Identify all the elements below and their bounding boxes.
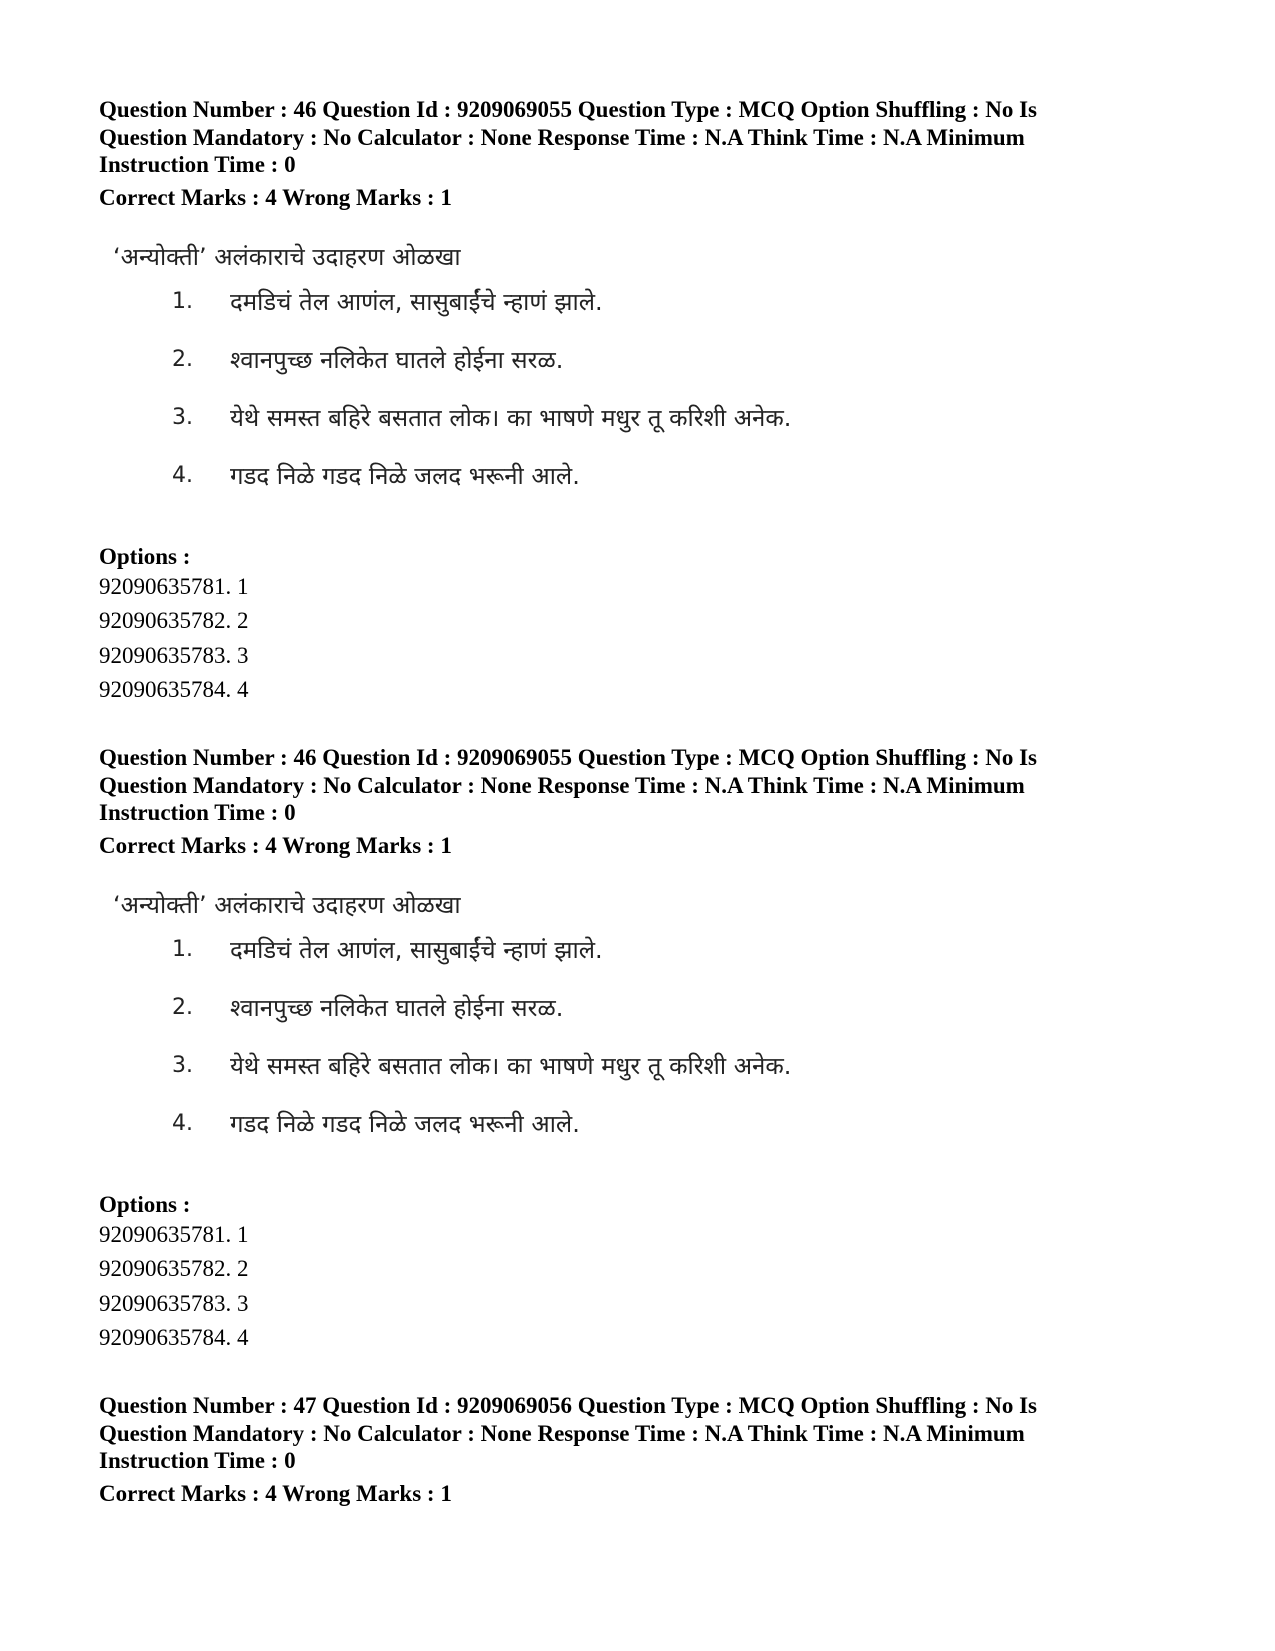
choice-item [99,1105,1189,1163]
choice-item [99,399,1189,457]
marks-line: Correct Marks : 4 Wrong Marks : 1 [99,184,452,210]
meta-line: Instruction Time : 0 [99,1448,296,1473]
question-meta [99,744,1189,827]
choice-item [99,931,1189,989]
choice-text: दमडिचं तेल आणंल, सासुबाईंचे न्हाणं झाले. [230,935,603,964]
question-block [99,744,1189,1356]
choice-number: 2. [172,346,193,372]
choice-number: 4. [172,1110,193,1136]
choice-text: श्वानपुच्छ नलिकेत घातले होईना सरळ. [230,345,564,374]
options-list [99,570,1189,708]
choice-number: 1. [172,288,193,314]
choice-text: गडद निळे गडद निळे जलद भरूनी आले. [230,461,580,490]
meta-line: Instruction Time : 0 [99,152,296,177]
choice-text: श्वानपुच्छ नलिकेत घातले होईना सरळ. [230,993,564,1022]
option-item: 92090635782. 2 [99,1256,249,1281]
option-item: 92090635784. 4 [99,677,249,702]
choice-list [99,931,1189,1163]
choice-number: 1. [172,936,193,962]
meta-line: Question Mandatory : No Calculator : None Response Time : N.A Think Time : N.A Minimum [99,1420,1025,1446]
question-meta [99,1392,1189,1475]
choice-item [99,283,1189,341]
option-item: 92090635782. 2 [99,608,249,633]
choice-text: दमडिचं तेल आणंल, सासुबाईंचे न्हाणं झाले. [230,287,603,316]
marks-line: Correct Marks : 4 Wrong Marks : 1 [99,1480,452,1506]
choice-text: गडद निळे गडद निळे जलद भरूनी आले. [230,1109,580,1138]
meta-line: Instruction Time : 0 [99,800,296,825]
question-stem: ‘अन्योक्ती’ अलंकाराचे उदाहरण ओळखा [113,890,461,919]
question-block [99,1392,1189,1507]
option-item: 92090635784. 4 [99,1325,249,1350]
choice-number: 3. [172,404,193,430]
options-label: Options : [99,543,191,569]
choice-item [99,1047,1189,1105]
choice-number: 3. [172,1052,193,1078]
choice-item [99,457,1189,515]
question-block [99,96,1189,708]
marks-line: Correct Marks : 4 Wrong Marks : 1 [99,832,452,858]
choice-text: येथे समस्त बहिरे बसतात लोक। का भाषणे मधुर तू करिशी अनेक. [230,1051,792,1080]
meta-line: Question Number : 47 Question Id : 9209069056 Question Type : MCQ Option Shuffling : No Is [99,1393,1038,1418]
options-list [99,1218,1189,1356]
meta-line: Question Number : 46 Question Id : 9209069055 Question Type : MCQ Option Shuffling : No Is [99,745,1038,770]
meta-line: Question Mandatory : No Calculator : None Response Time : N.A Think Time : N.A Minimum [99,124,1025,150]
choice-item [99,989,1189,1047]
meta-line: Question Number : 46 Question Id : 9209069055 Question Type : MCQ Option Shuffling : No Is [99,97,1038,122]
meta-line: Question Mandatory : No Calculator : None Response Time : N.A Think Time : N.A Minimum [99,772,1025,798]
option-item: 92090635783. 3 [99,642,249,668]
question-stem: ‘अन्योक्ती’ अलंकाराचे उदाहरण ओळखा [113,242,461,271]
option-item: 92090635781. 1 [99,1221,249,1247]
option-item: 92090635783. 3 [99,1290,249,1316]
choice-list [99,283,1189,515]
option-item: 92090635781. 1 [99,573,249,599]
choice-item [99,341,1189,399]
options-label: Options : [99,1191,191,1217]
question-meta [99,96,1189,179]
choice-number: 4. [172,462,193,488]
choice-number: 2. [172,994,193,1020]
choice-text: येथे समस्त बहिरे बसतात लोक। का भाषणे मधुर तू करिशी अनेक. [230,403,792,432]
